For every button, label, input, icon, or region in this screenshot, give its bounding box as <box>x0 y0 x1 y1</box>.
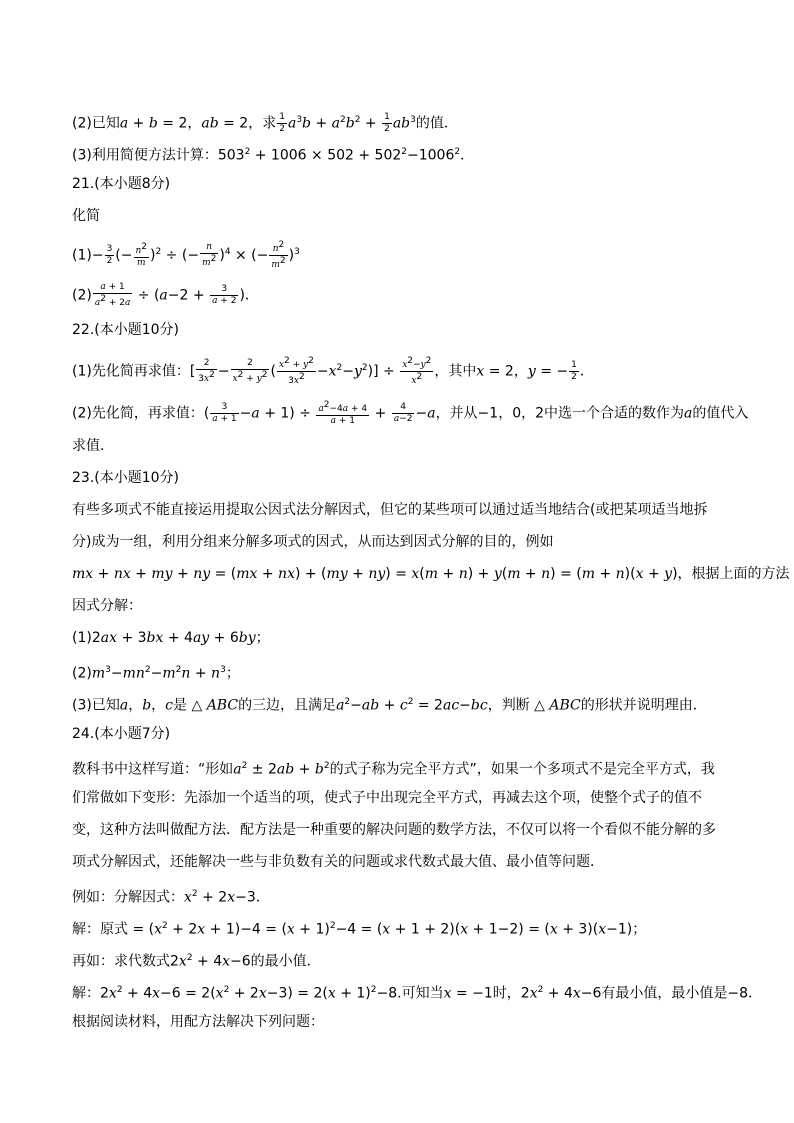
text-line-17: $(2)m^3-mn^2-m^2n + n^3$； <box>72 665 240 682</box>
text-line-12: 有些多项式不能直接运用提取公因式法分解因式，但它的某些项可以通过适当地结合(或把某项适当地拆 <box>72 502 708 518</box>
text-line-19: 24.(本小题7分) <box>72 726 171 742</box>
text-line-16: (1)2ax + 3bx + 4ay + 6by； <box>72 630 270 646</box>
text-line-4: 化简 <box>72 208 100 224</box>
text-line-2: (3)利用简便方法计算：$503^2 + 1006 \times 502 + 502^2-1006^2$． <box>72 147 475 164</box>
text-line-7: 22.(本小题10分) <box>72 322 180 338</box>
text-line-28: 根据阅读材料，用配方法解决下列问题： <box>72 1014 324 1030</box>
text-line-20: 教科书中这样写道：“形如$a^2 \pm 2ab + b^2$的式子称为完全平方式”，如果一个多项式不是完全平方式，我 <box>72 761 715 778</box>
text-line-9: (2)先化简，再求值：( $\frac{3}{a + 1}$ −a + 1) ÷ $\frac{a^2-4a + 4}{a + 1}$ + $\frac{4}{a-2}$ −a，并从−1，0，2中选一个合适的数作为a的值代入 <box>72 400 749 426</box>
text-line-1: (2)已知a + b = 2，ab = 2，求 $\frac{1}{2}$ $a^3b + a^2b^2$ + $\frac{1}{2}$ $ab^3$的值． <box>72 112 458 135</box>
text-line-21: 们常做如下变形：先添加一个适当的项，使式子中出现完全平方式，再减去这个项，使整个式子的值不 <box>72 790 702 806</box>
text-line-23: 项式分解因式，还能解决一些与非负数有关的问题或求代数式最大值、最小值等问题． <box>72 854 604 870</box>
text-line-22: 变，这种方法叫做配方法．配方法是一种重要的解决问题的数学方法，不仅可以将一个看似不能分解的多 <box>72 822 716 838</box>
text-line-11: 23.(本小题10分) <box>72 470 180 486</box>
text-line-5: (1)− $\frac{3}{2}$ (− $\frac{n^2}{m}$ )$^2$ ÷ (− $\frac{n}{m^2}$ )$^4$ × (− $\frac{n^2}{m^2}$ )$^3$ <box>72 240 300 270</box>
text-line-3: 21.(本小题8分) <box>72 176 171 192</box>
text-line-26: 再如：求代数式$2x^2 + 4x-6$的最小值． <box>72 953 321 970</box>
text-line-14: mx + nx + my + ny = (mx + nx) + (my + ny) = x(m + n) + y(m + n) = (m + n)(x + y)，根据上面的方法 <box>72 566 790 582</box>
text-line-6: (2) $\frac{a + 1}{a^2 + 2a}$ ÷ (a−2 + $\frac{3}{a + 2}$ )． <box>72 282 259 308</box>
text-line-15: 因式分解： <box>72 598 142 614</box>
text-line-8: (1)先化简再求值：[ $\frac{2}{3x^2}$ − $\frac{2}{x^2 + y^2}$ ( $\frac{x^2 + y^2}{3x^2}$ $-x^2-y^2$)] ÷ $\frac{x^2-y^2}{x^2}$ ，其中x = 2，y = − $\frac{1}{2}$ ． <box>72 356 594 386</box>
text-line-13: 分)成为一组，利用分组来分解多项式的因式，从而达到因式分解的目的，例如 <box>72 534 554 550</box>
text-line-18: (3)已知a，b，c是 △ ABC的三边，且满足$a^2-ab + c^2 = 2ac-bc$，判断 △ ABC的形状并说明理由． <box>72 697 707 714</box>
text-line-25: 解：原式 = $(x^2 + 2x + 1)-4 = (x + 1)^2-4 = (x + 1 + 2)(x + 1-2) = (x + 3)(x-1)$； <box>72 921 647 938</box>
text-line-27: 解：$2x^2 + 4x-6 = 2(x^2 + 2x-3) = 2(x + 1)^2-8$.可知当x = −1时，$2x^2 + 4x-6$有最小值，最小值是−8． <box>72 985 763 1002</box>
text-line-24: 例如：分解因式：$x^2 + 2x-3$． <box>72 889 270 906</box>
text-line-10: 求值． <box>72 438 114 454</box>
